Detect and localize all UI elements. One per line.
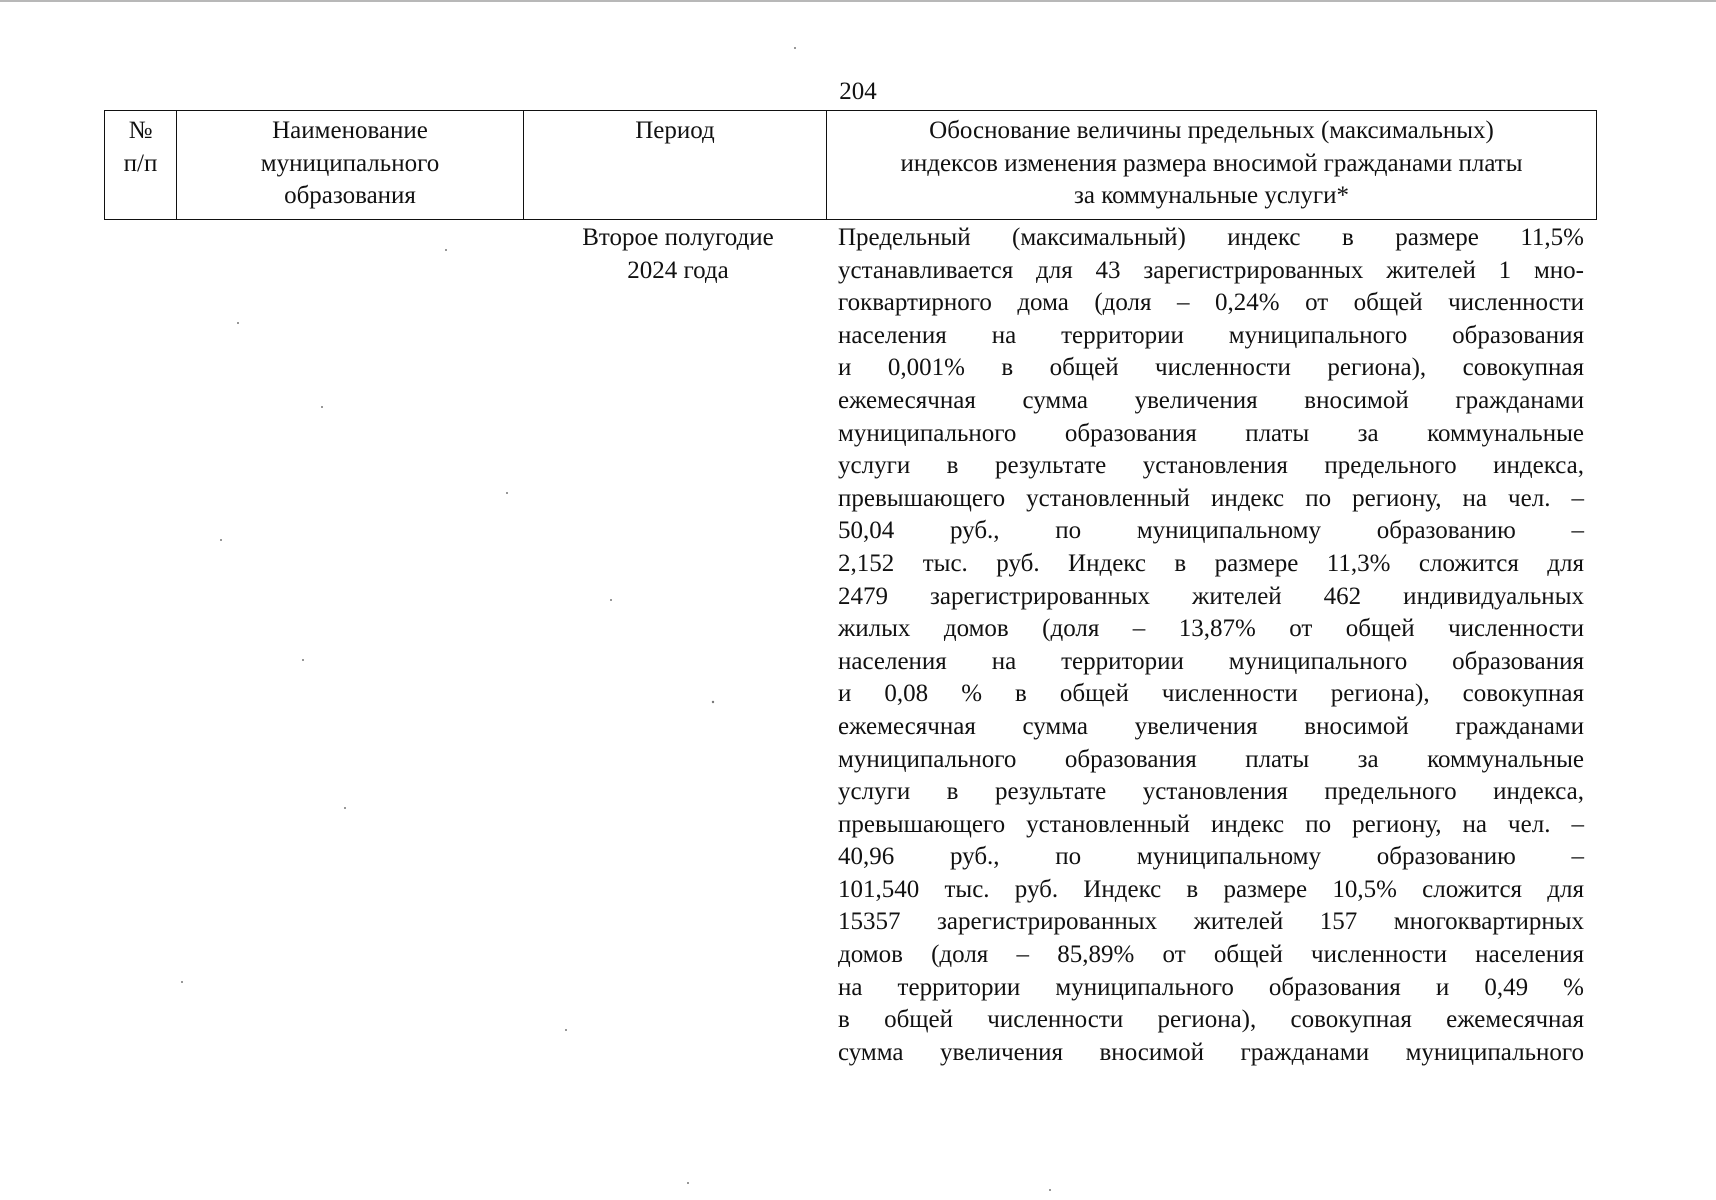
table-header [104, 110, 1597, 220]
period-line: 2024 года [627, 256, 729, 284]
justification-line: 101,540 тыс. руб. Индекс в размере 10,5% сложится для [838, 875, 1584, 903]
period-line: Второе полугодие [582, 224, 774, 251]
justification-line: 40,96 руб., по муниципальному образованию – [838, 843, 1584, 871]
header-text-line: п/п [123, 149, 158, 177]
period-cell [528, 222, 828, 287]
header-text-line: № [128, 117, 153, 144]
header-text-line: Обоснование величины предельных (максимальных) [929, 117, 1494, 144]
header-col-municipality [177, 111, 524, 219]
header-text-line: муниципального [260, 149, 440, 177]
justification-line: в общей численности региона), совокупная ежемесячная [838, 1006, 1584, 1034]
justification-line: превышающего установленный индекс по региону, на чел. – [838, 810, 1584, 838]
header-text-line: образования [284, 182, 416, 209]
justification-line: 2,152 тыс. руб. Индекс в размере 11,3% сложится для [838, 549, 1584, 577]
page-number: 204 [839, 78, 877, 105]
justification-line: ежемесячная сумма увеличения вносимой гражданами [838, 386, 1584, 414]
justification-line: жилых домов (доля – 13,87% от общей численности [838, 615, 1584, 643]
justification-line: муниципального образования платы за коммунальные [838, 745, 1584, 773]
justification-line: услуги в результате установления предельного индекса, [838, 452, 1584, 480]
justification-line: устанавливается для 43 зарегистрированных жителей 1 мно- [838, 256, 1584, 284]
justification-line: сумма увеличения вносимой гражданами муниципального [838, 1038, 1584, 1066]
justification-line: и 0,001% в общей численности региона), совокупная [838, 354, 1584, 382]
justification-line: и 0,08 % в общей численности региона), совокупная [838, 680, 1584, 708]
justification-line: услуги в результате установления предельного индекса, [838, 778, 1584, 806]
header-col-number [105, 111, 177, 219]
justification-line: Предельный (максимальный) индекс в размере 11,5% [838, 224, 1584, 251]
justification-line: 50,04 руб., по муниципальному образованию – [838, 517, 1584, 545]
justification-line: домов (доля – 85,89% от общей численности населения [838, 941, 1584, 969]
header-text-line: Наименование [272, 117, 428, 144]
justification-line: ежемесячная сумма увеличения вносимой гражданами [838, 712, 1584, 740]
header-col-period [524, 111, 827, 219]
scan-edge [0, 0, 1716, 2]
justification-line: 15357 зарегистрированных жителей 157 многоквартирных [838, 908, 1584, 936]
header-col-justification [827, 111, 1596, 219]
justification-cell [838, 222, 1584, 1069]
justification-line: превышающего установленный индекс по региону, на чел. – [838, 484, 1584, 512]
justification-line: на территории муниципального образования и 0,49 % [838, 973, 1584, 1001]
justification-line: населения на территории муниципального образования [838, 321, 1584, 349]
header-text-line: Период [635, 117, 715, 144]
justification-line: муниципального образования платы за коммунальные [838, 419, 1584, 447]
justification-line: 2479 зарегистрированных жителей 462 индивидуальных [838, 582, 1584, 610]
justification-line: населения на территории муниципального образования [838, 647, 1584, 675]
header-text-line: за коммунальные услуги* [1073, 182, 1350, 209]
justification-line: гоквартирного дома (доля – 0,24% от общей численности [838, 289, 1584, 317]
header-text-line: индексов изменения размера вносимой гражданами платы [900, 149, 1523, 177]
